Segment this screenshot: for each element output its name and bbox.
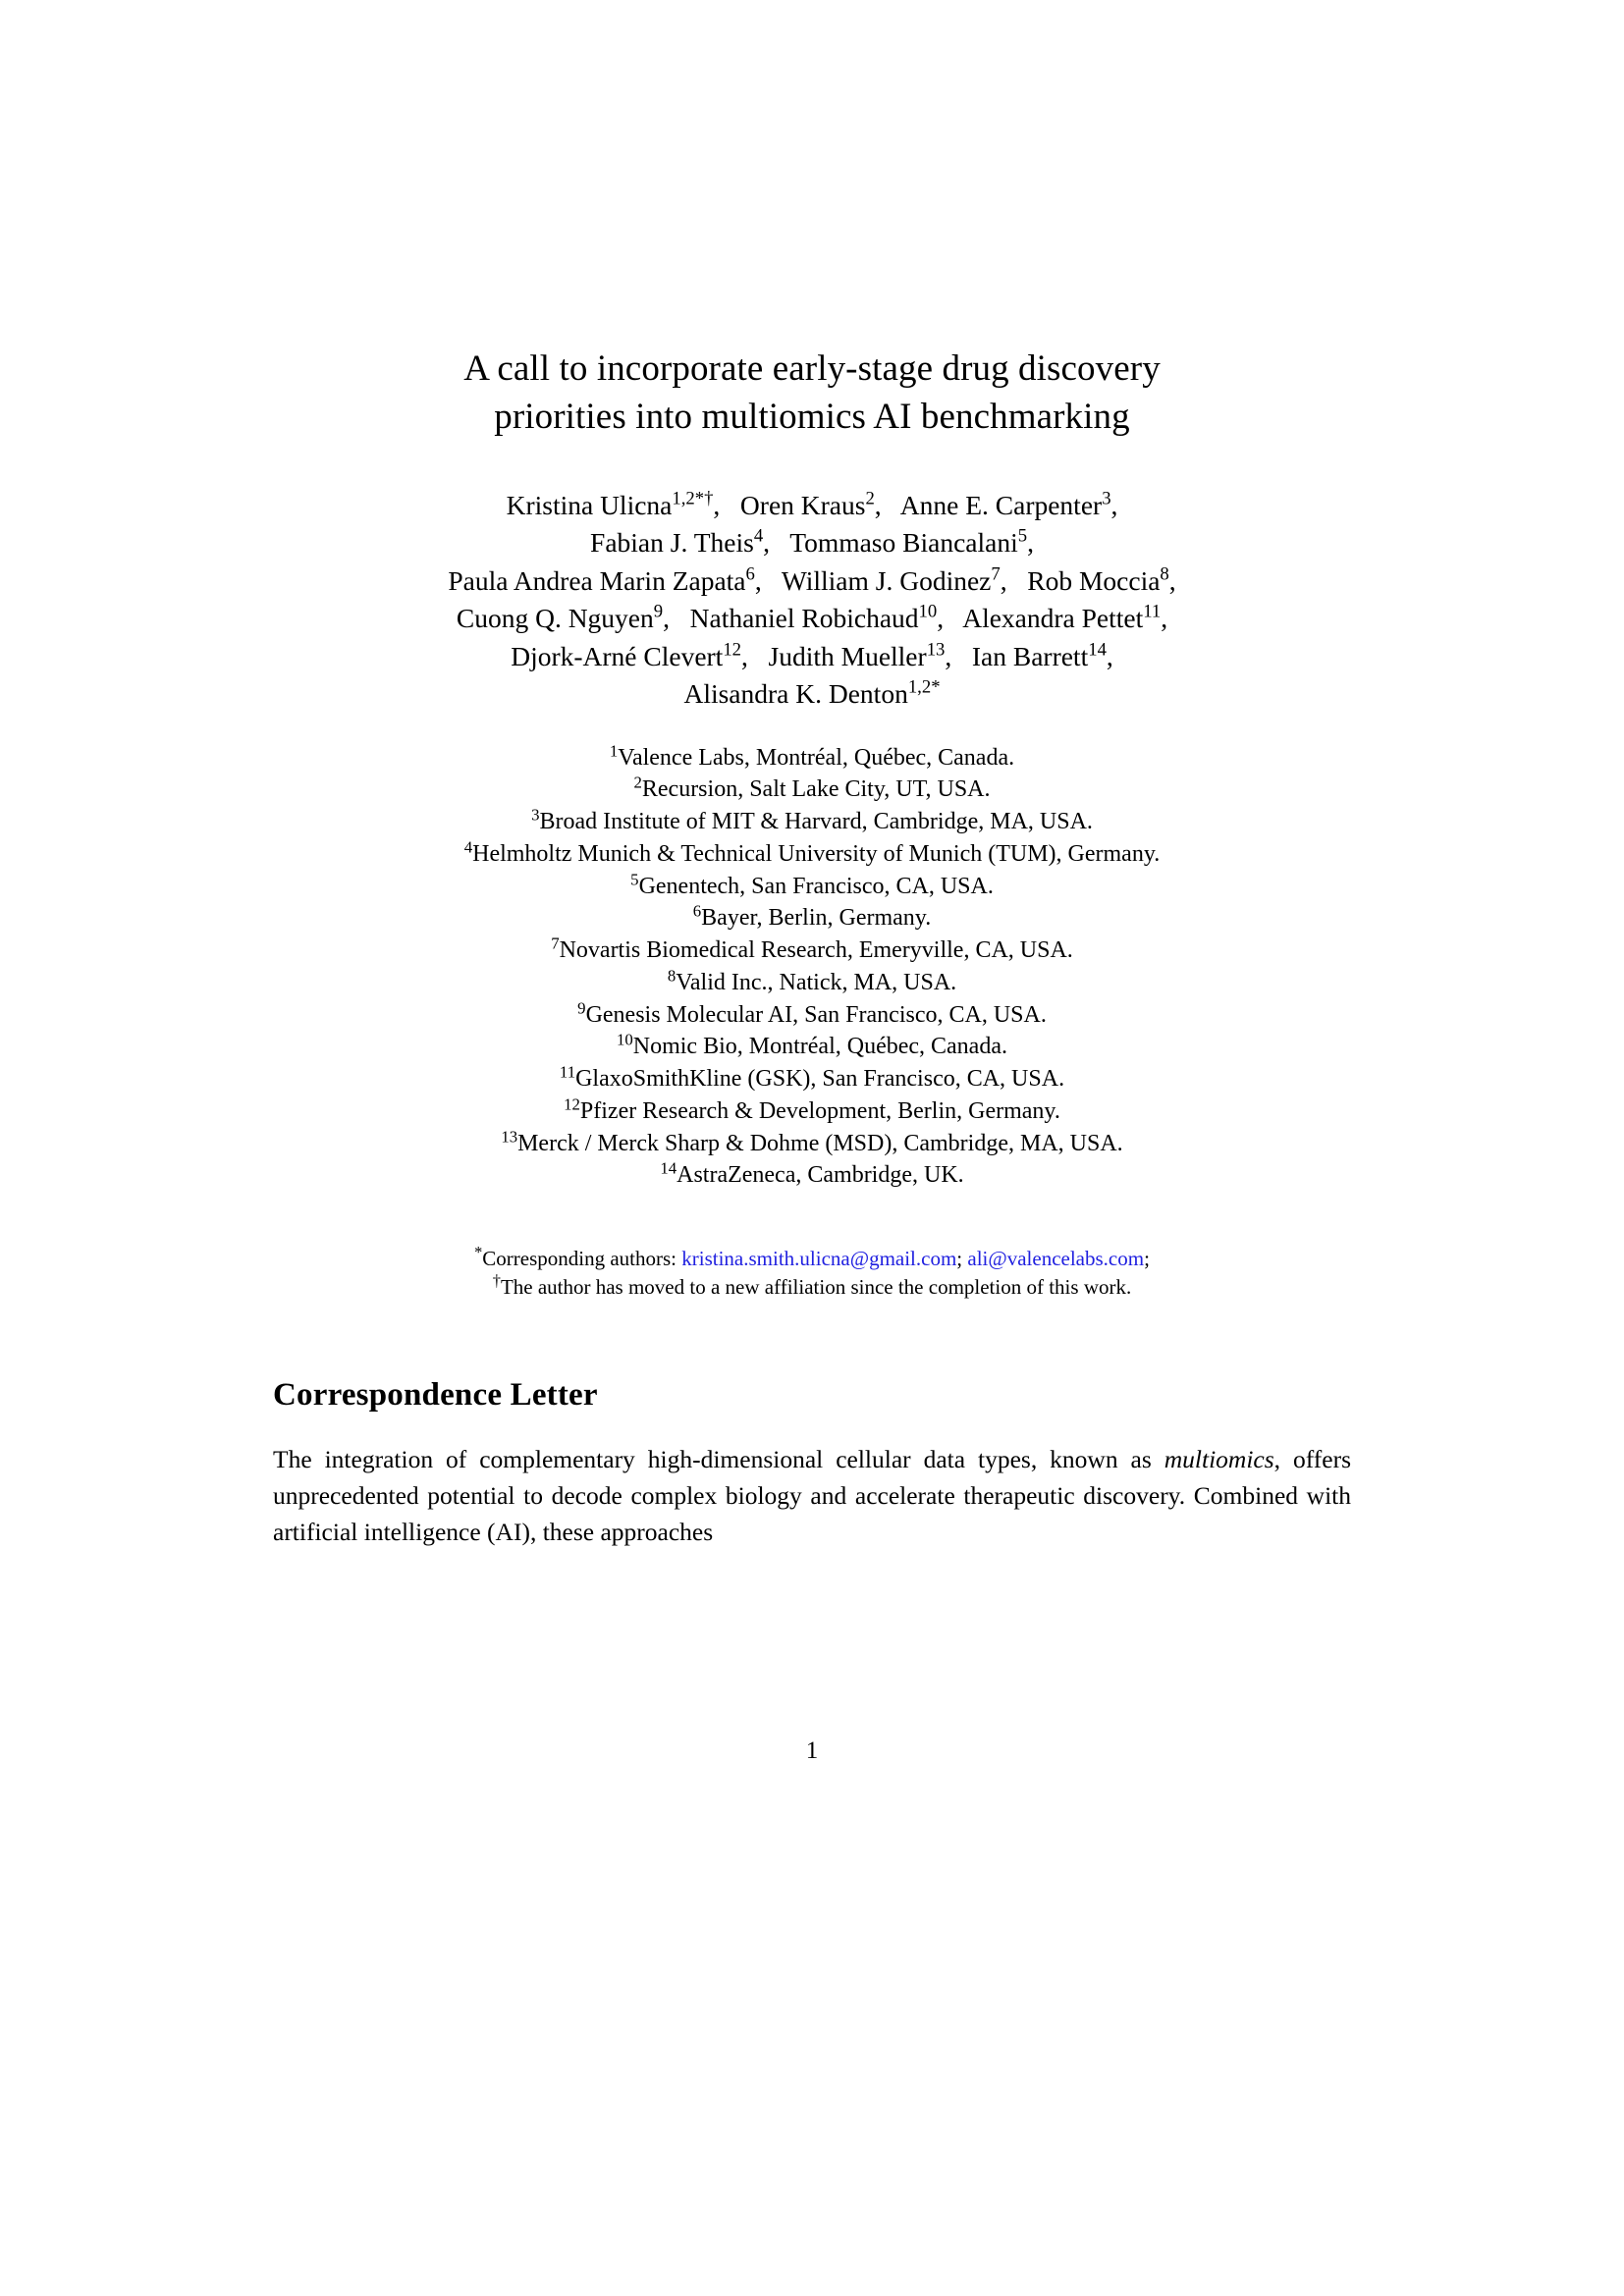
author-separator: , bbox=[1027, 527, 1034, 559]
affiliation-text: Bayer, Berlin, Germany. bbox=[701, 905, 932, 932]
author-line bbox=[273, 524, 1351, 562]
affiliation-text: Merck / Merck Sharp & Dohme (MSD), Cambridge, MA, USA. bbox=[517, 1130, 1123, 1156]
affiliation-line bbox=[273, 742, 1351, 774]
affiliation-text: Broad Institute of MIT & Harvard, Cambridge, MA, USA. bbox=[539, 809, 1093, 835]
author-name: Tommaso Biancalani bbox=[789, 527, 1018, 559]
affiliation-line bbox=[273, 774, 1351, 806]
affiliation-marker: 12 bbox=[564, 1095, 580, 1114]
affiliation-marker: 7 bbox=[551, 934, 560, 953]
author-affiliation-marker: 3 bbox=[1102, 488, 1111, 509]
author-name: Ian Barrett bbox=[971, 640, 1089, 671]
author-name: Rob Moccia bbox=[1027, 564, 1161, 596]
author-affiliation-marker: 5 bbox=[1017, 525, 1028, 547]
author-affiliation-marker: 10 bbox=[918, 601, 938, 622]
author-name: Anne E. Carpenter bbox=[899, 489, 1103, 520]
email-separator: ; bbox=[956, 1247, 968, 1271]
author-line bbox=[273, 562, 1351, 601]
author-separator: , bbox=[945, 640, 972, 671]
affiliation-text: Valid Inc., Natick, MA, USA. bbox=[676, 969, 957, 995]
author-affiliation-marker: 8 bbox=[1160, 563, 1169, 585]
affiliation-marker: 8 bbox=[667, 966, 677, 986]
author-affiliation-marker: 4 bbox=[753, 525, 764, 547]
author-name: William J. Godinez bbox=[781, 564, 992, 596]
page-number: 1 bbox=[805, 1737, 819, 1764]
author-separator: , bbox=[874, 489, 900, 520]
corresponding-label: Corresponding authors: bbox=[482, 1247, 682, 1271]
affiliation-marker: 4 bbox=[463, 837, 473, 857]
author-separator: , bbox=[763, 527, 790, 559]
author-line bbox=[273, 638, 1351, 676]
author-line bbox=[273, 487, 1351, 525]
author-list bbox=[273, 487, 1351, 714]
affiliation-line bbox=[273, 1159, 1351, 1192]
author-separator: , bbox=[1161, 603, 1168, 634]
footnote-block bbox=[273, 1245, 1351, 1301]
affiliation-marker: 5 bbox=[630, 869, 639, 888]
corresponding-author-footnote bbox=[273, 1245, 1351, 1273]
email-link-secondary[interactable]: ali@valencelabs.com bbox=[967, 1247, 1145, 1271]
affiliation-text: Pfizer Research & Development, Berlin, Germany. bbox=[579, 1097, 1060, 1124]
author-affiliation-marker: 14 bbox=[1088, 639, 1107, 661]
affiliation-text: Recursion, Salt Lake City, UT, USA. bbox=[641, 776, 991, 803]
paragraph-text-1: The integration of complementary high-dimensional cellular data types, known as bbox=[273, 1444, 1164, 1473]
affiliation-marker: 1 bbox=[609, 740, 619, 760]
body-paragraph bbox=[273, 1441, 1351, 1551]
affiliation-list bbox=[273, 742, 1351, 1193]
author-name: Kristina Ulicna bbox=[506, 489, 673, 520]
author-name: Alisandra K. Denton bbox=[683, 678, 908, 710]
author-affiliation-marker: 1,2* bbox=[907, 676, 941, 698]
affiliation-marker: 2 bbox=[633, 773, 642, 792]
author-affiliation-marker: 11 bbox=[1143, 601, 1162, 622]
affiliation-text: Genentech, San Francisco, CA, USA. bbox=[638, 873, 994, 899]
author-separator: , bbox=[1110, 489, 1118, 520]
author-separator: , bbox=[1000, 564, 1028, 596]
affiliation-text: GlaxoSmithKline (GSK), San Francisco, CA, USA. bbox=[575, 1066, 1065, 1093]
dagger-marker: † bbox=[492, 1270, 501, 1290]
author-name: Oren Kraus bbox=[739, 489, 866, 520]
affiliation-line bbox=[273, 806, 1351, 838]
author-separator: , bbox=[713, 489, 740, 520]
title-line-1: A call to incorporate early-stage drug discovery bbox=[463, 348, 1161, 389]
author-separator: , bbox=[663, 603, 690, 634]
author-affiliation-marker: 6 bbox=[745, 563, 755, 585]
author-name: Alexandra Pettet bbox=[962, 603, 1144, 634]
affiliation-text: Novartis Biomedical Research, Emeryville, CA, USA. bbox=[559, 937, 1073, 964]
author-name: Nathaniel Robichaud bbox=[689, 603, 919, 634]
affiliation-line bbox=[273, 1095, 1351, 1128]
affiliation-line bbox=[273, 1031, 1351, 1063]
affiliation-marker: 10 bbox=[616, 1030, 633, 1049]
affiliation-line bbox=[273, 838, 1351, 871]
author-affiliation-marker: 9 bbox=[653, 601, 664, 622]
title-line-2: priorities into multiomics AI benchmarking bbox=[494, 396, 1130, 437]
section-heading-correspondence-letter: Correspondence Letter bbox=[273, 1377, 598, 1414]
author-separator: , bbox=[741, 640, 769, 671]
paragraph-text-2: , offers unprecedented potential to decode complex biology and accelerate therapeutic discovery. Combined with artificial intelligence (AI), these approaches bbox=[273, 1444, 1351, 1547]
affiliation-text: Valence Labs, Montréal, Québec, Canada. bbox=[618, 744, 1015, 771]
page-title bbox=[273, 346, 1351, 442]
page-content bbox=[273, 0, 1351, 1575]
affiliation-line bbox=[273, 1063, 1351, 1095]
affiliation-marker: 14 bbox=[660, 1158, 677, 1178]
affiliation-marker: 9 bbox=[577, 997, 586, 1017]
author-name: Judith Mueller bbox=[768, 640, 927, 671]
dagger-footnote-text: The author has moved to a new affiliation since the completion of this work. bbox=[500, 1274, 1132, 1299]
affiliation-text: Helmholtz Munich & Technical University of Munich (TUM), Germany. bbox=[472, 840, 1161, 867]
affiliation-marker: 6 bbox=[692, 901, 702, 921]
affiliation-marker: 3 bbox=[531, 805, 540, 825]
affiliation-line bbox=[273, 934, 1351, 967]
author-separator: , bbox=[937, 603, 963, 634]
author-affiliation-marker: 12 bbox=[723, 639, 742, 661]
affiliation-line bbox=[273, 902, 1351, 934]
email-terminator: ; bbox=[1144, 1247, 1150, 1271]
affiliation-line bbox=[273, 871, 1351, 903]
author-separator: , bbox=[754, 564, 782, 596]
affiliation-marker: 13 bbox=[501, 1126, 518, 1146]
affiliation-text: Genesis Molecular AI, San Francisco, CA, USA. bbox=[585, 1001, 1047, 1028]
affiliation-line bbox=[273, 1128, 1351, 1160]
author-affiliation-marker: 7 bbox=[991, 563, 1001, 585]
dagger-footnote bbox=[273, 1270, 1351, 1302]
affiliation-text: Nomic Bio, Montréal, Québec, Canada. bbox=[632, 1034, 1007, 1060]
paragraph-emphasis-multiomics: multiomics bbox=[1164, 1444, 1274, 1473]
author-affiliation-marker: 13 bbox=[926, 639, 946, 661]
author-name: Djork-Arné Clevert bbox=[511, 640, 724, 671]
author-name: Cuong Q. Nguyen bbox=[456, 603, 654, 634]
author-name: Paula Andrea Marin Zapata bbox=[448, 564, 746, 596]
author-separator: , bbox=[1168, 564, 1176, 596]
author-separator: , bbox=[1106, 640, 1113, 671]
affiliation-text: AstraZeneca, Cambridge, UK. bbox=[677, 1162, 964, 1189]
asterisk-marker: * bbox=[474, 1243, 483, 1262]
affiliation-line bbox=[273, 999, 1351, 1032]
author-affiliation-marker: 1,2*† bbox=[672, 488, 714, 509]
author-name: Fabian J. Theis bbox=[590, 527, 754, 559]
affiliation-line bbox=[273, 967, 1351, 999]
author-line bbox=[273, 675, 1351, 714]
email-link-primary[interactable]: kristina.smith.ulicna@gmail.com bbox=[681, 1247, 957, 1271]
author-affiliation-marker: 2 bbox=[865, 488, 875, 509]
author-line bbox=[273, 600, 1351, 638]
affiliation-marker: 11 bbox=[559, 1062, 576, 1082]
